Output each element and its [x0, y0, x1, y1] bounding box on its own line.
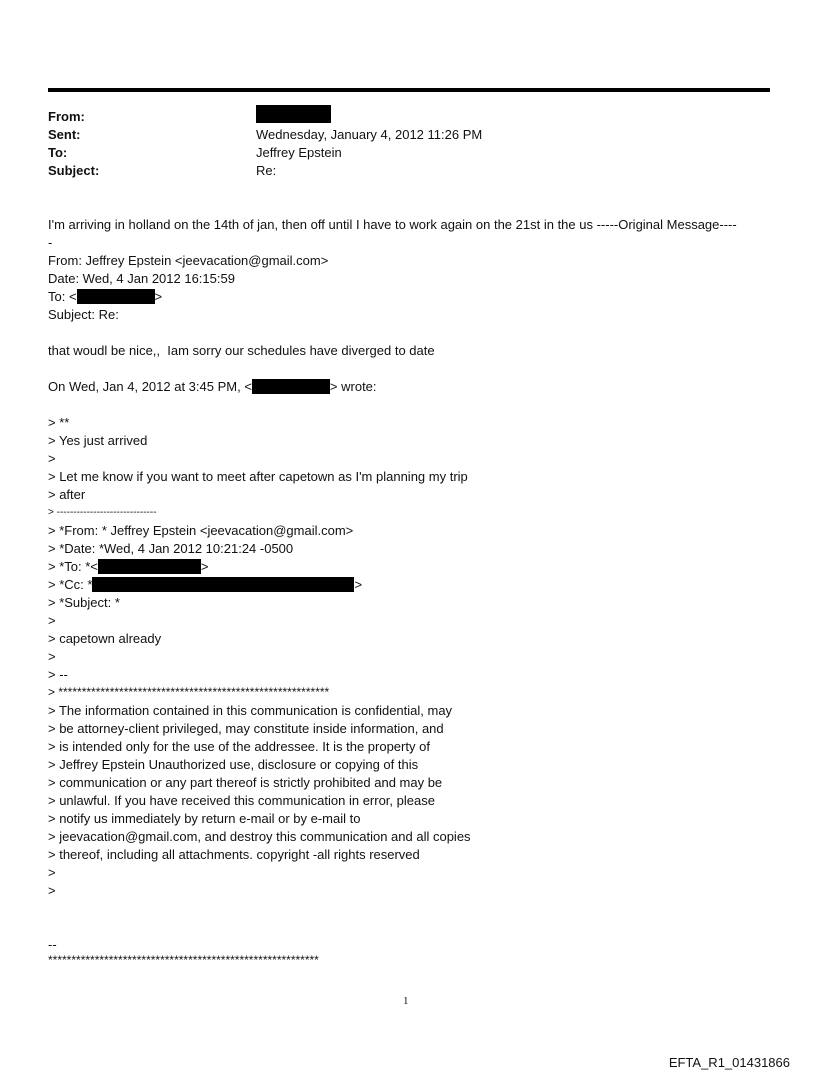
reply-text: that woudl be nice,, Iam sorry our schedules have diverged to date: [48, 343, 435, 358]
original-subject: Subject: Re:: [48, 307, 119, 322]
quoted-line: > unlawful. If you have received this communication in error, please: [48, 793, 435, 808]
quoted-line: > *From: * Jeffrey Epstein <jeevacation@gmail.com>: [48, 523, 354, 538]
quoted-line: > --: [48, 667, 68, 682]
to-label: To:: [48, 145, 68, 160]
quoted-line: >: [48, 613, 56, 628]
redaction-block: [92, 577, 354, 592]
subject-value: Re:: [256, 163, 277, 178]
quoted-line: > is intended only for the use of the addressee. It is the property of: [48, 739, 430, 754]
quoted-line: > *Date: *Wed, 4 Jan 2012 10:21:24 -0500: [48, 541, 294, 556]
to-value: Jeffrey Epstein: [256, 145, 342, 160]
quoted-line: > after: [48, 487, 86, 502]
quoted-line: >: [48, 865, 56, 880]
quoted-line: > communication or any part thereof is strictly prohibited and may be: [48, 775, 443, 790]
quoted-line: > thereof, including all attachments. copyright -all rights reserved: [48, 847, 420, 862]
quoted-line: > ------------------------------: [48, 507, 157, 518]
email-header: [48, 108, 648, 183]
redaction-block: [252, 379, 330, 394]
original-to: To: < >: [48, 289, 163, 304]
document-id: EFTA_R1_01431866: [668, 1055, 790, 1070]
body-line: -: [48, 235, 53, 250]
quoted-line: > be attorney-client privileged, may constitute inside information, and: [48, 721, 444, 736]
subject-label: Subject:: [48, 163, 100, 178]
from-label: From:: [48, 109, 85, 124]
redaction-block: [98, 559, 201, 574]
quoted-line: > The information contained in this communication is confidential, may: [48, 703, 453, 718]
signature-dashes: --: [48, 937, 57, 952]
quoted-line: > **: [48, 415, 70, 430]
quoted-line: > *Cc: * >: [48, 577, 363, 592]
sent-value: Wednesday, January 4, 2012 11:26 PM: [256, 127, 483, 142]
quoted-line: >: [48, 649, 56, 664]
wrote-line: On Wed, Jan 4, 2012 at 3:45 PM, < > wrote:: [48, 379, 377, 394]
quoted-line: > Let me know if you want to meet after capetown as I'm planning my trip: [48, 469, 468, 484]
quoted-line: > jeevacation@gmail.com, and destroy this communication and all copies: [48, 829, 471, 844]
quoted-line: >: [48, 883, 56, 898]
original-from: From: Jeffrey Epstein <jeevacation@gmail.com>: [48, 253, 329, 268]
body-line: I'm arriving in holland on the 14th of jan, then off until I have to work again on the 21st in the us -----Original Message----: [48, 217, 737, 232]
quoted-line: > Yes just arrived: [48, 433, 148, 448]
signature-stars: **********************************************************: [48, 953, 319, 967]
quoted-line: > capetown already: [48, 631, 162, 646]
quoted-line: > *To: *< >: [48, 559, 209, 574]
sent-label: Sent:: [48, 127, 81, 142]
header-rule: [48, 88, 770, 92]
from-value-redacted: [256, 105, 331, 125]
quoted-line: >: [48, 451, 56, 466]
quoted-line: > Jeffrey Epstein Unauthorized use, disclosure or copying of this: [48, 757, 419, 772]
page-number: 1: [403, 995, 409, 1007]
original-date: Date: Wed, 4 Jan 2012 16:15:59: [48, 271, 235, 286]
quoted-line: > notify us immediately by return e-mail or by e-mail to: [48, 811, 361, 826]
redaction-block: [77, 289, 155, 304]
quoted-line: > *Subject: *: [48, 595, 120, 610]
quoted-line: > **********************************************************: [48, 685, 330, 699]
